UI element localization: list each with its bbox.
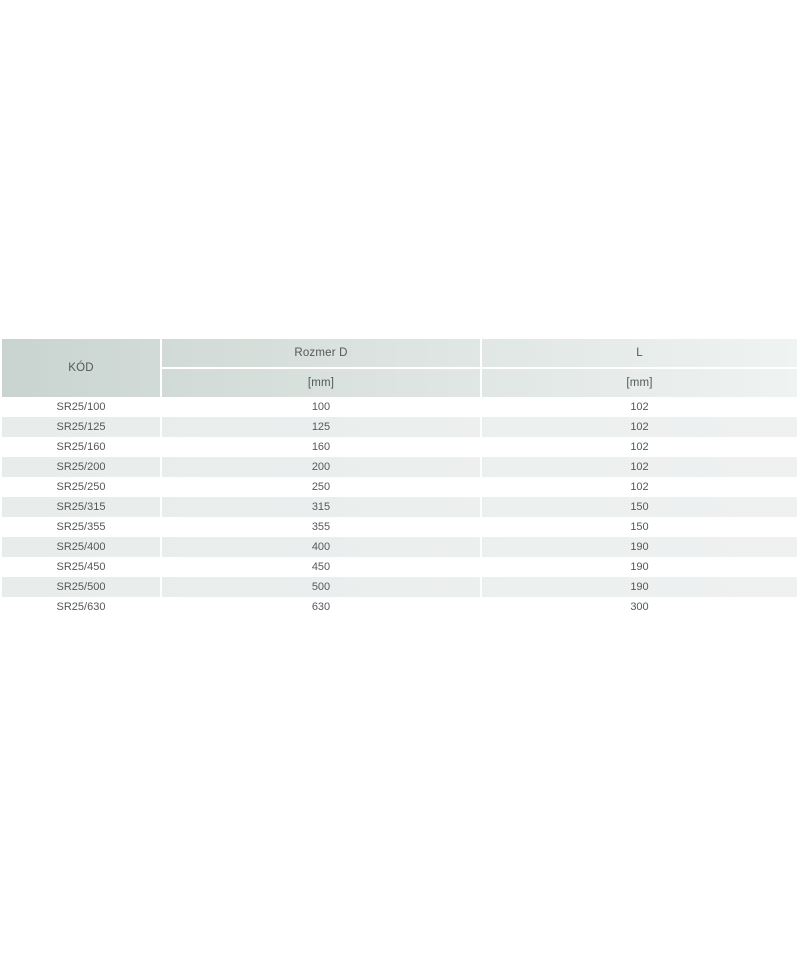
cell-kod: SR25/160 (56, 441, 106, 453)
cell-rozmer-d: 315 (160, 497, 480, 517)
cell-rozmer-d: 355 (160, 517, 480, 537)
cell-l: 102 (480, 417, 797, 437)
cell-l: 190 (480, 537, 797, 557)
cell-l: 150 (480, 517, 797, 537)
table-row (2, 457, 797, 477)
cell-kod: SR25/450 (56, 561, 106, 573)
cell-rozmer-d: 250 (160, 477, 480, 497)
cell-l: 102 (480, 437, 797, 457)
header-cell-l: L (636, 347, 643, 359)
cell-kod: SR25/400 (56, 541, 106, 553)
cell-l: 150 (480, 497, 797, 517)
cell-kod: SR25/125 (56, 421, 106, 433)
cell-kod: SR25/500 (56, 581, 106, 593)
cell-l: 300 (480, 597, 797, 617)
table-row (2, 437, 797, 457)
cell-rozmer-d: 500 (160, 577, 480, 597)
cell-rozmer-d: 100 (160, 397, 480, 417)
header-cell-rozmer-d-unit: [mm] (307, 377, 335, 389)
cell-rozmer-d: 160 (160, 437, 480, 457)
cell-l: 102 (480, 477, 797, 497)
table-row (2, 597, 797, 617)
table-row (2, 517, 797, 537)
cell-l: 102 (480, 457, 797, 477)
header-cell-l-unit: [mm] (626, 377, 653, 389)
dimensions-table (2, 339, 797, 617)
cell-rozmer-d: 200 (160, 457, 480, 477)
table-row (2, 417, 797, 437)
table-row (2, 477, 797, 497)
cell-kod: SR25/200 (56, 461, 106, 473)
cell-kod: SR25/100 (56, 401, 106, 413)
cell-rozmer-d: 400 (160, 537, 480, 557)
cell-l: 190 (480, 557, 797, 577)
cell-kod: SR25/315 (56, 501, 106, 513)
table-row (2, 557, 797, 577)
table-body (2, 397, 797, 617)
cell-kod: SR25/355 (56, 521, 106, 533)
table-row (2, 577, 797, 597)
table-header (2, 339, 797, 397)
header-cell-kod: KÓD (68, 362, 94, 374)
cell-rozmer-d: 125 (160, 417, 480, 437)
cell-l: 190 (480, 577, 797, 597)
table-row (2, 537, 797, 557)
cell-l: 102 (480, 397, 797, 417)
header-cell-rozmer-d: Rozmer D (294, 347, 348, 359)
cell-rozmer-d: 630 (160, 597, 480, 617)
table-row (2, 397, 797, 417)
table-row (2, 497, 797, 517)
cell-rozmer-d: 450 (160, 557, 480, 577)
header-row-separator (160, 367, 797, 369)
cell-kod: SR25/630 (56, 601, 106, 613)
cell-kod: SR25/250 (56, 481, 106, 493)
